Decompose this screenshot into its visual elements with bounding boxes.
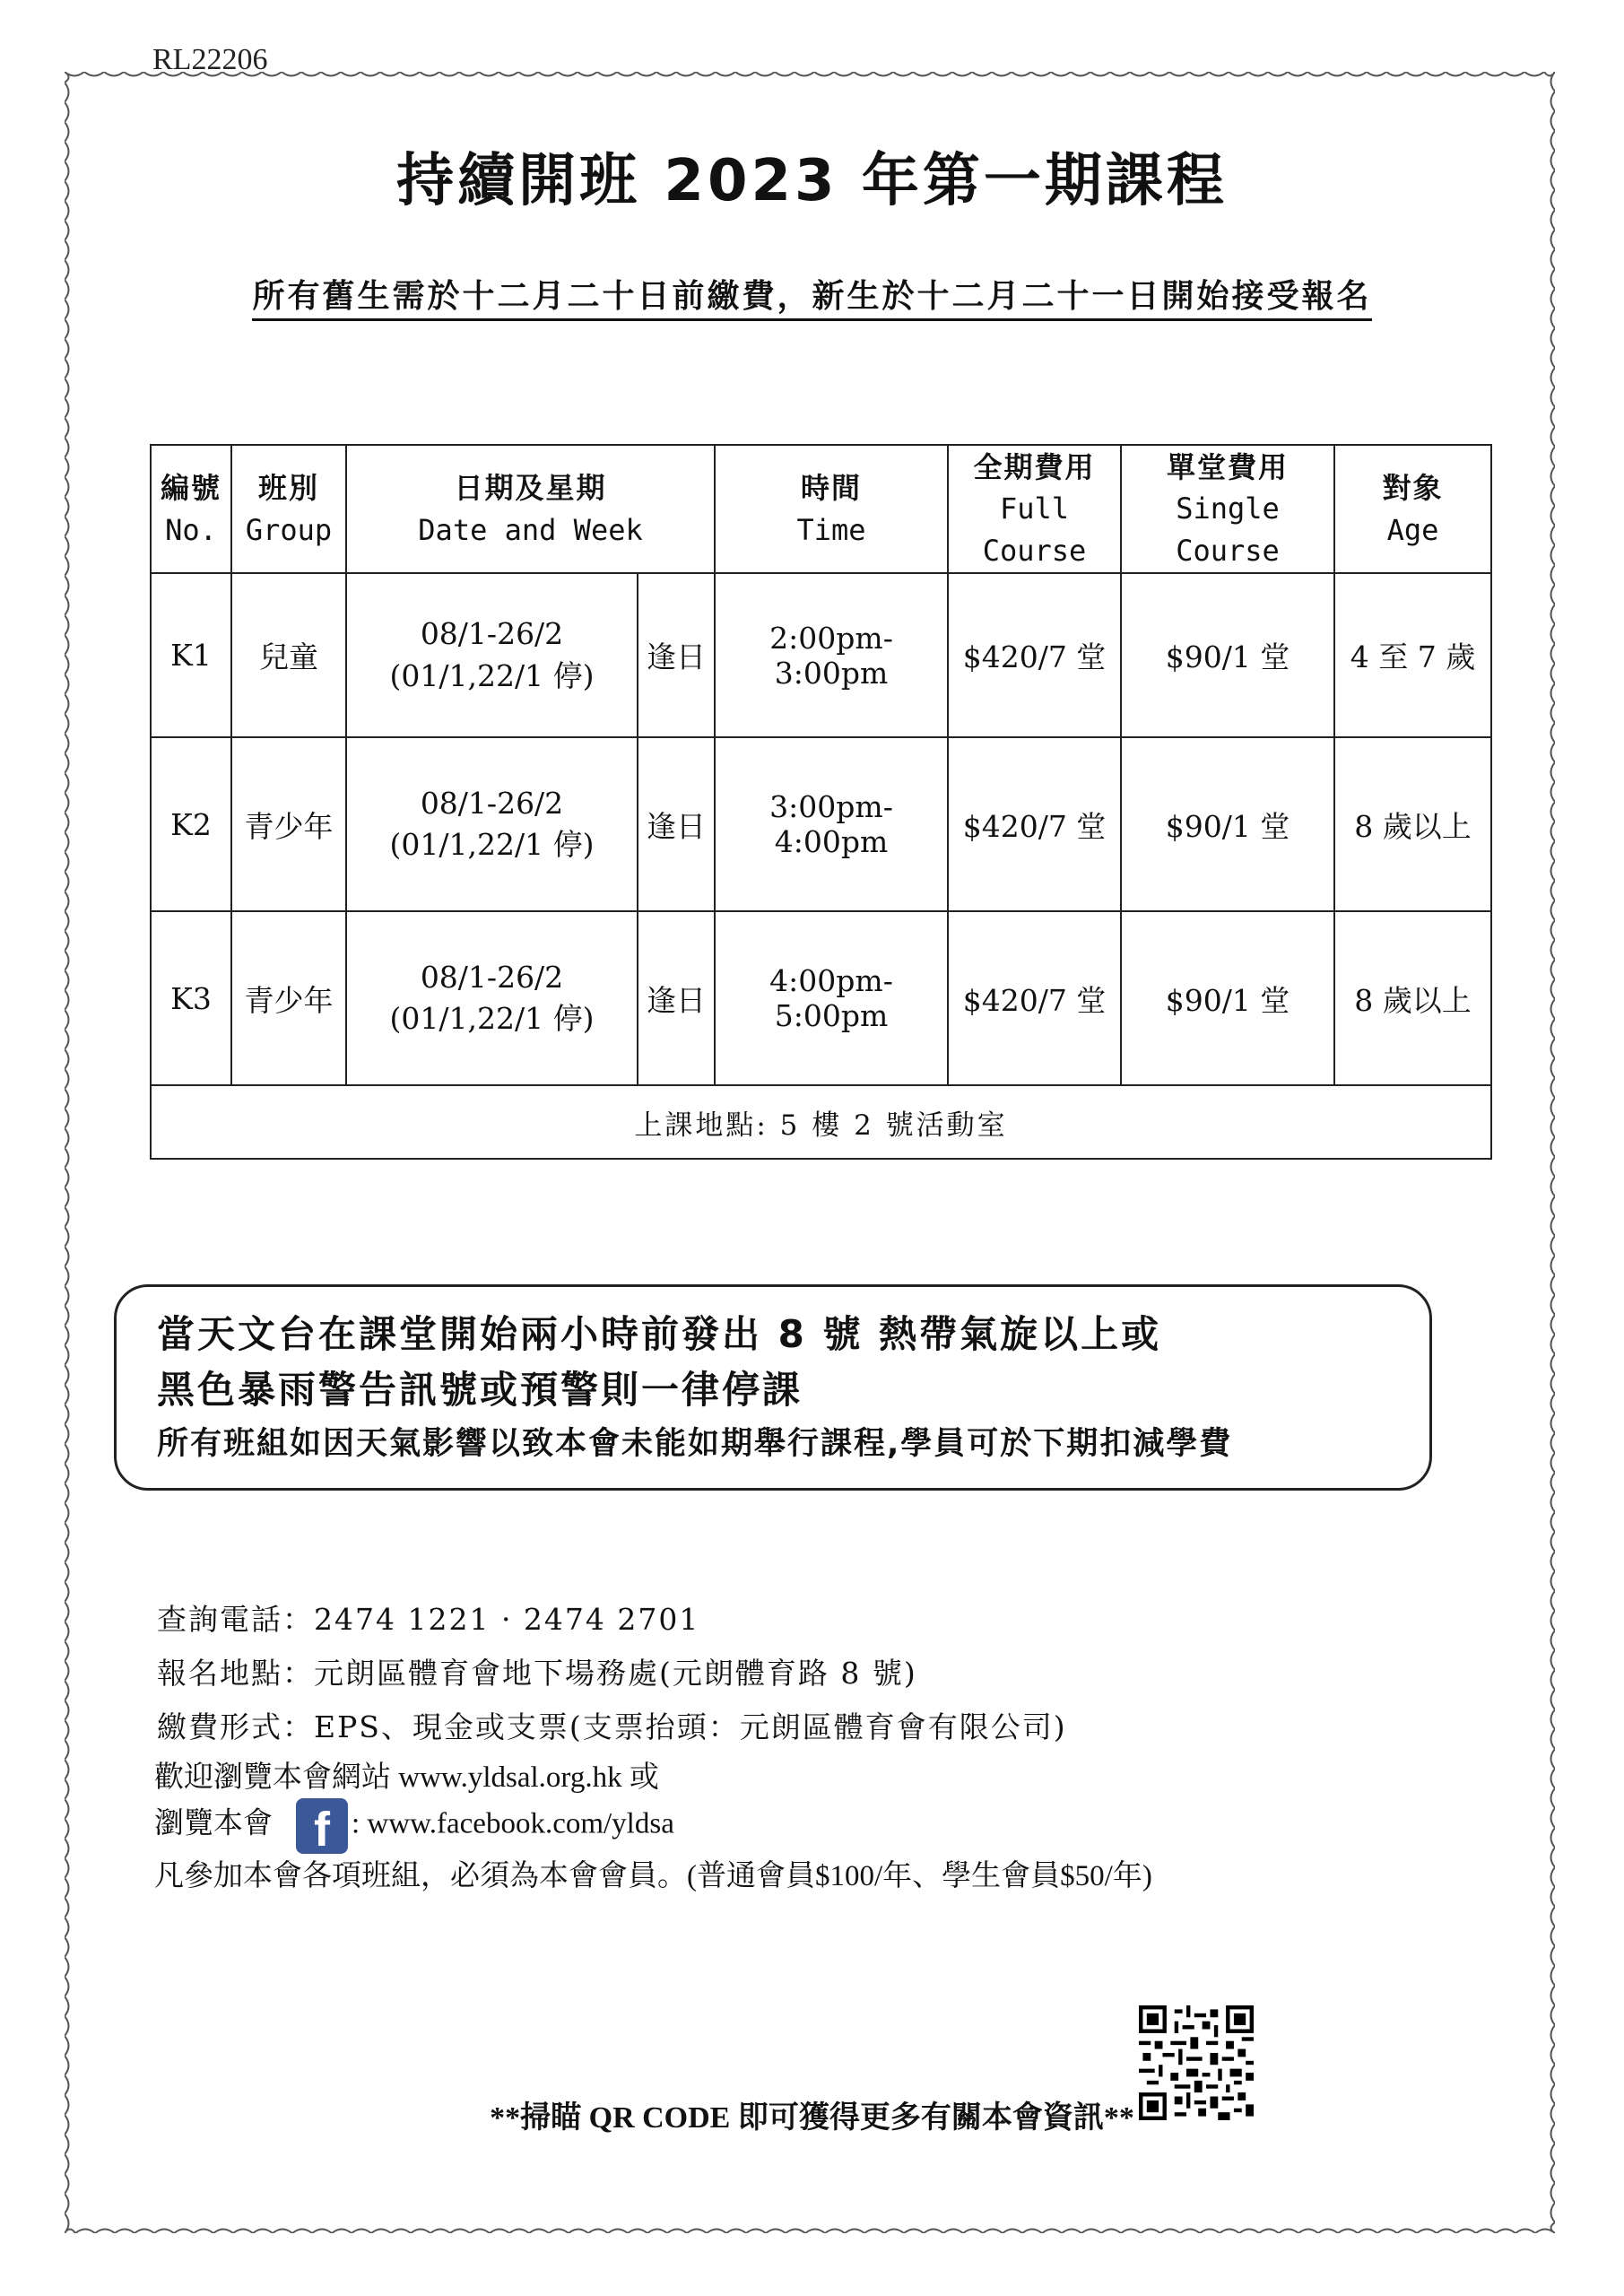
header-group: 班別 Group [231, 445, 346, 573]
weather-notice-line-1: 當天文台在課堂開始兩小時前發出 8 號 熱帶氣旋以上或 [157, 1312, 1162, 1356]
weather-notice-line-3: 所有班組如因天氣影響以致本會未能如期舉行課程,學員可於下期扣減學費 [157, 1426, 1233, 1462]
payment-method: 繳費形式：EPS、現金或支票(支票抬頭：元朗區體育會有限公司) [157, 1709, 1067, 1744]
cell-single-fee: $90/1 堂 [1121, 573, 1334, 737]
table-header-row [151, 445, 1491, 573]
cell-single-fee: $90/1 堂 [1121, 737, 1334, 911]
cell-age: 8 歲以上 [1334, 911, 1491, 1085]
cell-no: K1 [151, 573, 231, 737]
cell-single-fee: $90/1 堂 [1121, 911, 1334, 1085]
cell-full-fee: $420/7 堂 [948, 573, 1121, 737]
cell-date: 08/1-26/2 (01/1,22/1 停) [346, 573, 638, 737]
cell-full-fee: $420/7 堂 [948, 911, 1121, 1085]
registration-notice [0, 271, 1624, 317]
cell-no: K2 [151, 737, 231, 911]
cell-time: 4:00pm-5:00pm [715, 911, 948, 1085]
weather-notice-line-2: 黑色暴雨警告訊號或預警則一律停課 [157, 1368, 803, 1412]
cell-group: 青少年 [231, 911, 346, 1085]
facebook-icon: f [296, 1798, 348, 1854]
cell-week: 逢日 [638, 911, 715, 1085]
cell-week: 逢日 [638, 573, 715, 737]
facebook-url[interactable]: : www.facebook.com/yldsa [352, 1807, 674, 1840]
membership-note: 凡參加本會各項班組，必須為本會會員。(普通會員$100/年、學生會員$50/年) [154, 1860, 1152, 1892]
header-time: 時間 Time [715, 445, 948, 573]
header-date: 日期及星期 Date and Week [346, 445, 715, 573]
cell-age: 8 歲以上 [1334, 737, 1491, 911]
registration-notice-text: 所有舊生需於十二月二十日前繳費，新生於十二月二十一日開始接受報名 [252, 278, 1371, 321]
cell-group: 青少年 [231, 737, 346, 911]
header-single-course: 單堂費用 Single Course [1121, 445, 1334, 573]
table-row [151, 573, 1491, 737]
cell-group: 兒童 [231, 573, 346, 737]
facebook-line[interactable] [154, 1798, 674, 1857]
cell-age: 4 至 7 歲 [1334, 573, 1491, 737]
cell-full-fee: $420/7 堂 [948, 737, 1121, 911]
header-no: 編號 No. [151, 445, 231, 573]
document-id: RL22206 [152, 43, 268, 76]
registration-location: 報名地點：元朗區體育會地下場務處(元朗體育路 8 號) [157, 1656, 917, 1691]
header-full-course: 全期費用 Full Course [948, 445, 1121, 573]
qr-code-note: **掃瞄 QR CODE 即可獲得更多有關本會資訊** [490, 2101, 1134, 2135]
venue-cell: 上課地點: 5 樓 2 號活動室 [151, 1085, 1491, 1159]
cell-date: 08/1-26/2 (01/1,22/1 停) [346, 737, 638, 911]
table-row [151, 737, 1491, 911]
page-title: 持續開班 2023 年第一期課程 [396, 148, 1228, 214]
cell-no: K3 [151, 911, 231, 1085]
table-row [151, 911, 1491, 1085]
weather-notice-box [114, 1284, 1432, 1491]
browse-prefix: 瀏覽本會 [154, 1807, 273, 1840]
header-age: 對象 Age [1334, 445, 1491, 573]
enquiry-phone: 查詢電話：2474 1221 · 2474 2701 [157, 1602, 700, 1637]
cell-week: 逢日 [638, 737, 715, 911]
cell-date: 08/1-26/2 (01/1,22/1 停) [346, 911, 638, 1085]
course-schedule-table [150, 444, 1492, 1160]
cell-time: 3:00pm-4:00pm [715, 737, 948, 911]
cell-time: 2:00pm-3:00pm [715, 573, 948, 737]
venue-row [151, 1085, 1491, 1159]
website-line[interactable]: 歡迎瀏覽本會網站 www.yldsal.org.hk 或 [154, 1761, 659, 1794]
